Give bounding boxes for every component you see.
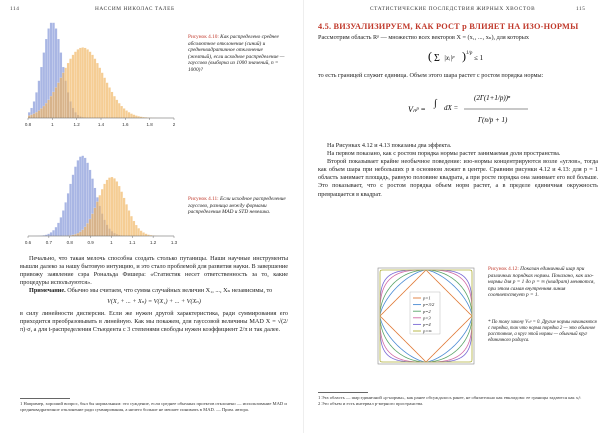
histogram-bar xyxy=(118,103,120,118)
paragraph: Печально, что такая мелочь способна создать столько путаницы. Наши научные инструменты вышли далеко за нашу бытовую интуицию, и это стало проблемой для развития науки. В завершение привожу заявление сэра Рональда Фишера: «Статистик несет ответственность за то, какие процедуры используются». xyxy=(20,255,288,287)
fig-text: Если исходное распределение гауссово, разница между формами распределения MAD и STD невелика. xyxy=(188,196,286,216)
histogram-bar xyxy=(123,108,125,118)
fig-label: Рисунок 4.12: xyxy=(488,266,519,272)
histogram-bar xyxy=(118,186,120,236)
histogram-bar xyxy=(128,112,130,118)
histogram-bar xyxy=(130,114,132,118)
right-footnotes xyxy=(318,392,598,407)
histogram-bar xyxy=(86,49,88,118)
histogram-bar xyxy=(111,92,113,118)
footnote: 1 Эта область — шар единичной «p-нормы», как ранее обсуждалось ранее, не обязательно как евклидова: ее границы задаются как xᵢᵖ. xyxy=(318,395,582,400)
x-tick-label: 0.9 xyxy=(87,240,94,245)
histogram-bar xyxy=(77,160,79,236)
paragraph: в силу линейности дисперсии. Если же нужен другой характеристика, ради суммирования его приходится преобразовывать в линейную. Как мы покажем, для гауссовой величины MAD X = √(2/π)·σ, а для t-распределения Стьюдента с 3 степенями свободы нужен коэффициент 2/π и так далее. xyxy=(20,309,288,333)
figure-4-10-caption xyxy=(188,34,288,74)
right-page xyxy=(304,0,608,433)
x-tick-label: 1.2 xyxy=(150,240,157,245)
histogram-bar xyxy=(57,83,59,118)
x-tick-label: 1.8 xyxy=(146,122,153,127)
fig-label: Рисунок 4.11: xyxy=(188,196,219,202)
legend-label: p=4 xyxy=(423,322,431,327)
svg-text:dX =: dX = xyxy=(444,104,459,112)
histogram-bar xyxy=(82,156,84,236)
histogram-bar xyxy=(125,204,127,236)
histogram-bar xyxy=(84,227,86,236)
histogram-bar xyxy=(69,59,71,118)
histogram-bar xyxy=(69,184,71,236)
histogram-bar xyxy=(103,184,105,236)
x-tick-label: 0.7 xyxy=(45,240,52,245)
histogram-bar xyxy=(43,106,45,118)
histogram-bar xyxy=(89,219,91,236)
histogram-bar xyxy=(113,178,115,236)
histogram-bar xyxy=(47,234,49,236)
figure-4-11-caption xyxy=(188,196,288,216)
norm-balls-figure xyxy=(372,262,480,370)
histogram-bar xyxy=(35,112,37,118)
left-running-head: НАССИМ НИКОЛАС ТАЛЕБ xyxy=(95,6,175,12)
histogram-bar xyxy=(106,180,108,236)
x-tick-label: 0.8 xyxy=(24,122,32,127)
histogram-bar xyxy=(82,230,84,236)
x-tick-label: 1 xyxy=(51,122,54,127)
histogram-mad-std-bottom xyxy=(20,150,178,248)
x-tick-label: 2 xyxy=(172,122,176,127)
histogram-bar xyxy=(82,47,84,118)
x-tick-label: 1.4 xyxy=(97,122,105,127)
histogram-bar xyxy=(86,223,88,236)
histogram-bar xyxy=(94,208,96,236)
histogram-bar xyxy=(45,103,47,118)
histogram-bar xyxy=(106,83,108,118)
histogram-bar xyxy=(120,192,122,236)
right-intro2 xyxy=(318,72,598,80)
svg-text:1/p: 1/p xyxy=(466,51,473,56)
histogram-bar xyxy=(52,92,54,118)
svg-text:Γ(n/p + 1): Γ(n/p + 1) xyxy=(478,116,508,124)
histogram-bar xyxy=(128,210,130,236)
right-page-number: 115 xyxy=(576,6,586,12)
histogram-bar xyxy=(38,111,40,118)
histogram-bar xyxy=(84,158,86,236)
histogram-bar xyxy=(33,114,35,118)
svg-text:Vₙᵖ =: Vₙᵖ = xyxy=(408,105,426,114)
x-tick-label: 1 xyxy=(110,240,113,245)
x-tick-label: 1.1 xyxy=(129,240,136,245)
footnote: 1 Например, хороший вопрос, был бы нормальным: это суждение, если среднее обычных проектов отклонено — использование MAD и среднеквадратичное отклонение ради суммирования, а ничего больше не мешает понимать в MAD. — Прим. автора. xyxy=(20,401,287,412)
histogram-bar xyxy=(74,234,76,236)
svg-text:≤ 1: ≤ 1 xyxy=(474,54,484,62)
histogram-bar xyxy=(103,78,105,118)
left-page-number: 114 xyxy=(10,6,20,12)
histogram-bar xyxy=(47,100,49,118)
histogram-bar xyxy=(67,193,69,236)
histogram-bar xyxy=(62,210,64,236)
histogram-bar xyxy=(77,49,79,118)
legend-label: p=∞ xyxy=(423,328,432,334)
histogram-bar xyxy=(60,217,62,236)
histogram-bar xyxy=(60,78,62,118)
histogram-bar xyxy=(72,175,74,236)
histogram-bar xyxy=(50,96,52,118)
histogram-bar xyxy=(40,108,42,118)
histogram-bar xyxy=(89,52,91,118)
histogram-bar xyxy=(62,73,64,118)
histogram-bar xyxy=(145,234,147,236)
volume-formula xyxy=(404,82,534,140)
paragraph: На первом показано, как с ростом порядка нормы растет занимаемая доля пространства. xyxy=(327,150,561,158)
histogram-bar xyxy=(96,63,98,118)
histogram-bar xyxy=(67,63,69,118)
histogram-bar xyxy=(125,111,127,118)
svg-text:): ) xyxy=(462,49,466,63)
paragraph: Второй показывает крайне необычное поведение: изо-нормы концентрируются возле «углов», тогда как объем шара при небольших p в основном лежит в центре. Сравним рисунки 4.12 и 4.13: для p = 1 область занимает площадь, равную половине квадрата, а при росте порядка она занимает его всё больше. Это показывает, что с ростом порядка объем норм растет, а в пределе единичная окружность превращается в квадрат. xyxy=(318,158,598,198)
left-footnotes xyxy=(20,398,288,413)
histogram-bar xyxy=(133,115,135,118)
histogram-bar xyxy=(65,202,67,236)
left-body-text xyxy=(20,255,288,334)
histogram-bar xyxy=(133,221,135,236)
svg-text:∫: ∫ xyxy=(434,98,437,109)
variance-formula: V(X₁ + ... + Xₙ) = V(X₁) + ... + V(Xₙ) xyxy=(107,298,201,306)
section-title: 4.5. ВИЗУАЛИЗИРУЕМ, КАК РОСТ p ВЛИЯЕТ НА ИЗО-НОРМЫ xyxy=(318,22,579,31)
histogram-bar xyxy=(138,116,140,118)
svg-text:(: ( xyxy=(428,49,432,63)
histogram-bar xyxy=(30,115,32,118)
histogram-bar xyxy=(50,232,52,236)
histogram-bar xyxy=(116,100,118,118)
legend-label: p=2 xyxy=(423,308,431,314)
paragraph: Обычно мы считаем, что сумма случайных величин X₁, ..., Xₙ независимы, то xyxy=(67,287,273,295)
histogram-bar xyxy=(123,198,125,236)
fig-text: Показан единичный шар при различных порядках нормы. Показано, как изо-нормы для p = 1 до p = ∞ (квадрат) меняются, при этом самая внутренняя линия соответствует p = 1. xyxy=(488,266,595,299)
histogram-bar xyxy=(91,55,93,118)
histogram-bar xyxy=(99,195,101,236)
histogram-mad-std-top xyxy=(20,16,178,130)
paragraph: На Рисунках 4.12 и 4.13 показаны два эффекта. xyxy=(327,142,452,149)
x-tick-label: 0.6 xyxy=(24,240,32,245)
svg-text:(2Γ(1+1/p))ⁿ: (2Γ(1+1/p))ⁿ xyxy=(474,94,511,102)
histogram-bar xyxy=(79,157,81,236)
histogram-bar xyxy=(77,233,79,236)
x-tick-label: 1.2 xyxy=(73,122,80,127)
right-body-text xyxy=(318,142,598,199)
histogram-bar xyxy=(55,87,57,118)
x-tick-label: 1.6 xyxy=(122,122,129,127)
fig-text: Как распределено среднее абсолютное отклонение (синий) и среднеквадратичное отклонение (желтый), если исходное распределение — гауссово (выборка из 1000 значений, n = 1000)? xyxy=(188,34,285,73)
histogram-bar xyxy=(96,202,98,236)
x-tick-label: 1.3 xyxy=(170,240,178,245)
histogram-bar xyxy=(74,167,76,236)
histogram-bar xyxy=(79,232,81,236)
histogram-bar xyxy=(55,227,57,236)
legend-label: p=1 xyxy=(423,295,431,301)
paragraph: Рассмотрим область Rᵖ — множество всех векторов X = (x₁, ..., xₙ), для которых xyxy=(318,34,530,41)
histogram-bar xyxy=(91,214,93,236)
histogram-bar xyxy=(28,116,30,118)
histogram-bar xyxy=(142,232,144,236)
histogram-bar xyxy=(135,116,137,118)
histogram-bar xyxy=(94,59,96,118)
histogram-bar xyxy=(130,216,132,236)
histogram-bar xyxy=(65,68,67,118)
histogram-bar xyxy=(113,96,115,118)
histogram-bar xyxy=(101,73,103,118)
paragraph: то есть границей служит единица. Объем этого шара растет с ростом порядка нормы: xyxy=(318,72,544,79)
histogram-bar xyxy=(140,231,142,236)
histogram-bar xyxy=(116,181,118,236)
histogram-bar xyxy=(57,223,59,236)
note-label: Примечание. xyxy=(29,287,66,295)
histogram-bar xyxy=(84,48,86,118)
right-running-head: СТАТИСТИЧЕСКИЕ ПОСЛЕДСТВИЯ ЖИРНЫХ ХВОСТОВ xyxy=(370,6,536,12)
histogram-bar xyxy=(101,189,103,236)
histogram-bar xyxy=(138,228,140,236)
histogram-bar xyxy=(108,87,110,118)
legend-label: p=3 xyxy=(423,315,431,321)
histogram-bar xyxy=(99,68,101,118)
svg-text:Σ: Σ xyxy=(434,53,440,64)
histogram-bar xyxy=(111,177,113,236)
svg-text:|xᵢ|ᵖ: |xᵢ|ᵖ xyxy=(444,54,455,62)
x-tick-label: 0.8 xyxy=(66,240,73,245)
norm-ball-condition xyxy=(424,46,484,68)
legend-label: p=3/2 xyxy=(423,302,435,308)
figure-4-12-note: * По тому закону Vₙᵖ = 0. Другие нормы начинаются с порядка, так что норма порядка 2 — это обычное расстояние, а круг этой нормы — обычный круг единичного радиуса. xyxy=(488,320,597,343)
histogram-bar xyxy=(79,48,81,118)
histogram-bar xyxy=(52,230,54,236)
figure-4-12-caption xyxy=(488,266,598,299)
footnote: 2 Это объем и есть интервал p-мерного пространства. xyxy=(318,400,424,406)
histogram-bar xyxy=(74,52,76,118)
right-intro xyxy=(318,34,598,42)
histogram-bar xyxy=(72,55,74,118)
fig-label: Рисунок 4.10: xyxy=(188,34,219,40)
histogram-bar xyxy=(120,106,122,118)
histogram-bar xyxy=(135,225,137,236)
histogram-bar xyxy=(108,178,110,236)
